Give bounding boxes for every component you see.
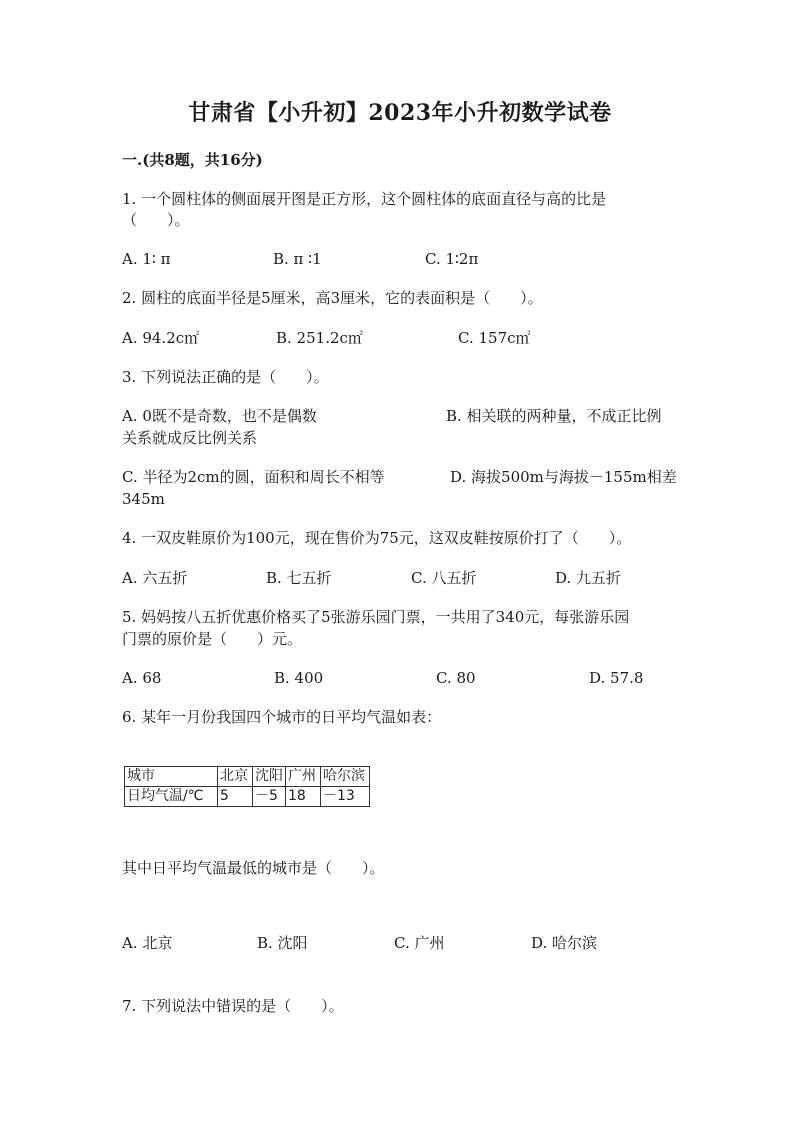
question-4-option-a: A. 六五折 xyxy=(122,569,188,587)
question-3-option-c: C. 半径为2cm的圆，面积和周长不相等 xyxy=(122,468,385,486)
question-6-option-c: C. 广州 xyxy=(394,934,445,952)
table-header-cell: 沈阳 xyxy=(253,767,286,787)
table-header-cell: 城市 xyxy=(125,767,218,787)
question-5-stem-cont: 门票的原价是（ ）元。 xyxy=(122,630,303,648)
question-1-stem-cont: （ ）。 xyxy=(122,211,190,229)
question-4-option-d: D. 九五折 xyxy=(555,569,622,587)
question-3-option-d-cont: 345m xyxy=(122,490,165,508)
question-3-option-b: B. 相关联的两种量，不成正比例 xyxy=(446,407,662,425)
table-header-row xyxy=(125,767,370,787)
question-2-option-c: C. 157c㎡ xyxy=(458,329,531,347)
table-cell: 日均气温/℃ xyxy=(125,787,218,807)
question-5-option-a: A. 68 xyxy=(122,669,162,687)
table-cell: －5 xyxy=(253,787,286,807)
question-6-option-b: B. 沈阳 xyxy=(257,934,308,952)
table-header-cell: 北京 xyxy=(218,767,253,787)
question-1-option-c: C. 1∶2π xyxy=(425,250,479,268)
table-header-cell: 广州 xyxy=(286,767,321,787)
question-5-option-c: C. 80 xyxy=(436,669,476,687)
question-1-stem: 1. 一个圆柱体的侧面展开图是正方形，这个圆柱体的底面直径与高的比是 xyxy=(122,190,607,208)
table-cell: 5 xyxy=(218,787,253,807)
question-1-option-b: B. π ∶1 xyxy=(273,250,322,268)
question-4-stem: 4. 一双皮鞋原价为100元，现在售价为75元，这双皮鞋按原价打了（ ）。 xyxy=(122,529,632,547)
question-1-option-a: A. 1∶ π xyxy=(122,250,171,268)
table-cell: 18 xyxy=(286,787,321,807)
question-6-followup: 其中日平均气温最低的城市是（ ）。 xyxy=(122,859,385,877)
temperature-table xyxy=(124,766,370,807)
table-row xyxy=(125,787,370,807)
question-2-option-b: B. 251.2c㎡ xyxy=(276,329,363,347)
question-4-option-c: C. 八五折 xyxy=(411,569,477,587)
question-6-stem: 6. 某年一月份我国四个城市的日平均气温如表： xyxy=(122,708,442,726)
question-5-option-b: B. 400 xyxy=(274,669,324,687)
question-2-option-a: A. 94.2c㎡ xyxy=(122,329,200,347)
table-header-cell: 哈尔滨 xyxy=(321,767,370,787)
question-7-stem: 7. 下列说法中错误的是（ ）。 xyxy=(122,997,344,1015)
question-3-option-d: D. 海拔500m与海拔－155m相差 xyxy=(450,468,677,486)
question-2-stem: 2. 圆柱的底面半径是5厘米，高3厘米，它的表面积是（ ）。 xyxy=(122,289,543,307)
question-3-stem: 3. 下列说法正确的是（ ）。 xyxy=(122,368,329,386)
question-3-option-b-cont: 关系就成反比例关系 xyxy=(122,429,258,447)
question-5-option-d: D. 57.8 xyxy=(589,669,644,687)
question-6-option-a: A. 北京 xyxy=(122,934,173,952)
question-5-stem: 5. 妈妈按八五折优惠价格买了5张游乐园门票，一共用了340元，每张游乐园 xyxy=(122,608,630,626)
table-cell: －13 xyxy=(321,787,370,807)
section-heading: 一.(共8题，共16分) xyxy=(122,151,263,169)
page-title: 甘肃省【小升初】2023年小升初数学试卷 xyxy=(188,100,612,126)
question-3-option-a: A. 0既不是奇数，也不是偶数 xyxy=(122,407,317,425)
question-6-option-d: D. 哈尔滨 xyxy=(531,934,598,952)
question-4-option-b: B. 七五折 xyxy=(266,569,332,587)
